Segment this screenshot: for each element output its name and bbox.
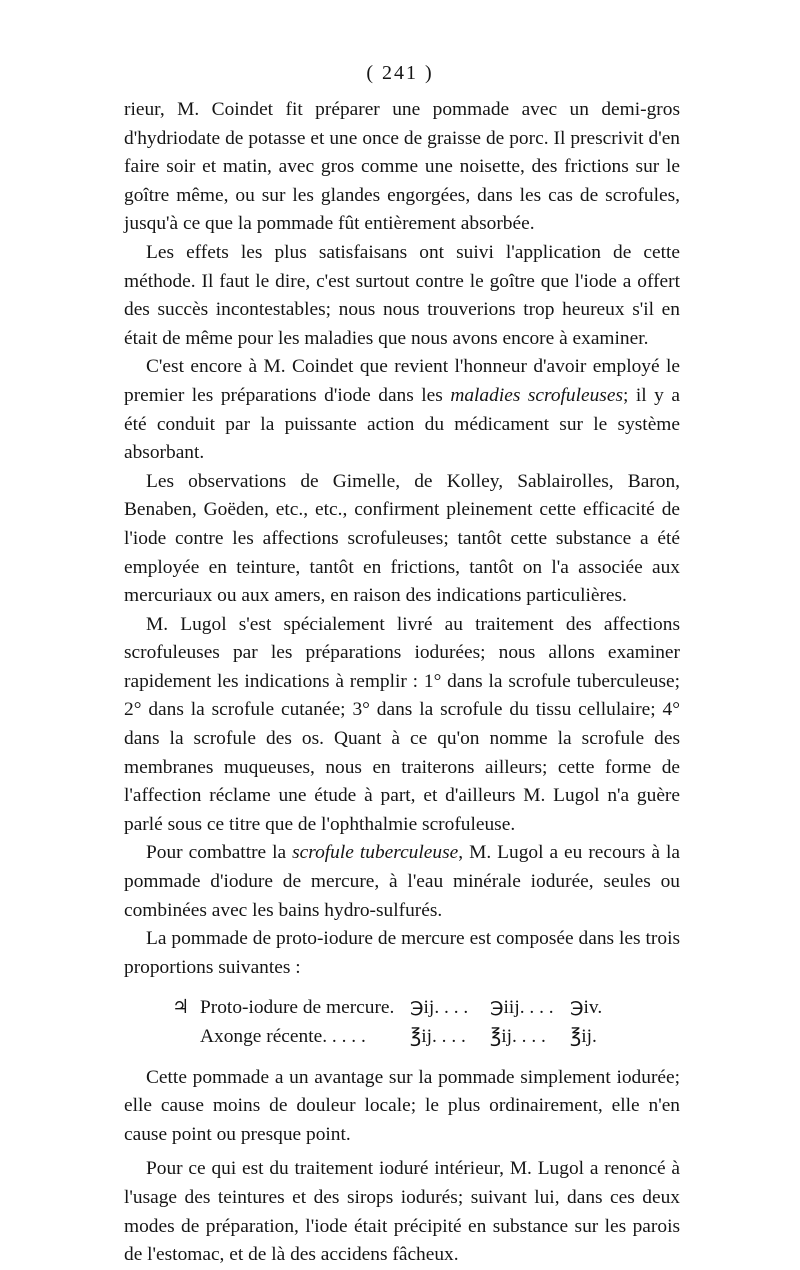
italic-term: maladies scrofuleuses [450, 384, 624, 406]
recipe-table [124, 994, 680, 1051]
paragraph-continuation [124, 96, 680, 239]
text-segment: Pour ce qui est du traitement ioduré intérieur, M. Lugol a renoncé à l'usage des teintures et des sirops iodurés; suivant lui, dans ces deux modes de préparation, l'iode était précipité en substance sur les parois de l'estomac, et de là des accidens fâcheux. [124, 1158, 680, 1266]
paragraph [124, 839, 680, 925]
text-segment: M. Lugol s'est spécialement livré au traitement des affections scrofuleuses par les préparations iodurées; nous allons examiner rapidement les indications à remplir : 1° dans la scrofule tuberculeuse; 2° dans la scrofule cutanée; 3° dans la scrofule du tissu cellulaire; 4° dans la scrofule des os. Quant à ce qu'on nomme la scrofule des membranes muqueuses, nous en traiterons ailleurs; cette forme de l'affection réclame une étude à part, et d'ailleurs M. Lugol n'a guère parlé sous ce titre que de l'ophthalmie scrofuleuse. [124, 613, 680, 835]
body-text [124, 96, 680, 1270]
text-segment: , M. Lugol a eu recours à la pommade d'iodure de mercure, à l'eau minérale iodurée, seules ou combinées avec les bains hydro-sulfurés. [124, 842, 680, 921]
paragraph [124, 611, 680, 840]
recipe-dose: ℥ij. . . . [410, 1026, 466, 1047]
text-segment: Les observations de Gimelle, de Kolley, Sablairolles, Baron, Benaben, Goëden, etc., etc., confirment pleinement cette efficacité de l'iode contre les affections scrofuleuses; tantôt cette substance a été employée en teinture, tantôt en frictions, tantôt on l'a associée aux mercuriaux ou aux amers, en raison des indications particulières. [124, 470, 680, 607]
recipe-row [124, 994, 680, 1023]
paragraph [124, 1155, 680, 1269]
text-segment: C'est encore à M. Coindet que revient l'honneur d'avoir employé le premier les préparations d'iode dans les [124, 356, 680, 406]
recipe-indent [124, 1023, 200, 1052]
paragraph [124, 239, 680, 353]
text-segment: Pour combattre la [146, 842, 293, 864]
recipe-dose: ℥ij. . . . [490, 1026, 546, 1047]
text-segment: rieur, M. Coindet fit préparer une pommade avec un demi-gros d'hydriodate de potasse et une once de graisse de porc. Il prescrivit d'en faire soir et matin, avec gros comme une noisette, des frictions sur le goître même, ou sur les glandes engorgées, dans les cas de scrofules, jusqu'à ce que la pommade fût entièrement absorbée. [124, 99, 680, 235]
text-segment: Cette pommade a un avantage sur la pommade simplement iodurée; elle cause moins de douleur locale; le plus ordinairement, elle n'en cause point ou presque point. [124, 1066, 680, 1145]
text-segment: ; il y a été conduit par la puissante action du médicament sur le système absorbant. [124, 384, 680, 464]
recipe-dose: ℈iij. . . . [490, 997, 554, 1019]
paragraph [124, 353, 680, 467]
recipe-dose: ℈iv. [570, 997, 603, 1019]
text-segment: Les effets les plus satisfaisans ont suivi l'application de cette méthode. Il faut le dire, c'est surtout contre le goître que l'iode a offert des succès incontestables; nous nous trouverions trop heureux s'il en était de même pour les maladies que nous avons encore à examiner. [124, 241, 680, 349]
recipe-symbol: ♃ [172, 997, 190, 1019]
recipe-dose: ℥ij. [570, 1026, 597, 1047]
recipe-row [124, 1023, 680, 1052]
recipe-dose: ℈ij. . . . [410, 997, 469, 1019]
paragraph [124, 1064, 680, 1150]
paragraph [124, 925, 680, 982]
recipe-ingredient: Proto-iodure de mercure. [200, 997, 395, 1019]
page-number: ( 241 ) [366, 62, 434, 84]
paragraph [124, 468, 680, 611]
italic-term: scrofule tuberculeuse [292, 842, 459, 864]
recipe-ingredient: Axonge récente. . . . . [200, 1026, 366, 1047]
text-segment: La pommade de proto-iodure de mercure est composée dans les trois proportions suivantes : [124, 928, 680, 978]
